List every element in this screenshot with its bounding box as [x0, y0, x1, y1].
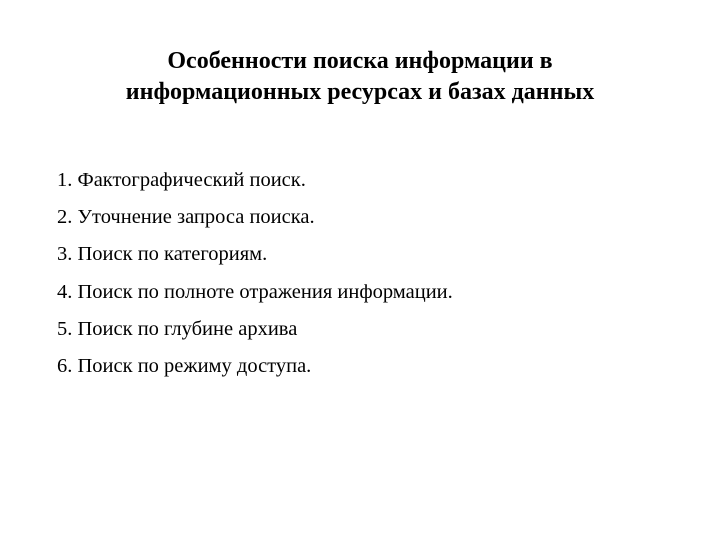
list-item: 3. Поиск по категориям.	[57, 243, 268, 266]
slide-title-line-2: информационных ресурсах и базах данных	[125, 79, 595, 105]
slide-title-line-1: Особенности поиска информации в	[167, 48, 553, 74]
slide-title	[40, 46, 680, 108]
list-item: 1. Фактографический поиск.	[57, 169, 306, 191]
list-item: 6. Поиск по режиму доступа.	[57, 354, 312, 377]
numbered-list	[57, 168, 453, 391]
list-item: 5. Поиск по глубине архива	[57, 317, 298, 340]
list-item: 4. Поиск по полноте отражения информации.	[57, 280, 453, 303]
list-item: 2. Уточнение запроса поиска.	[57, 206, 315, 229]
